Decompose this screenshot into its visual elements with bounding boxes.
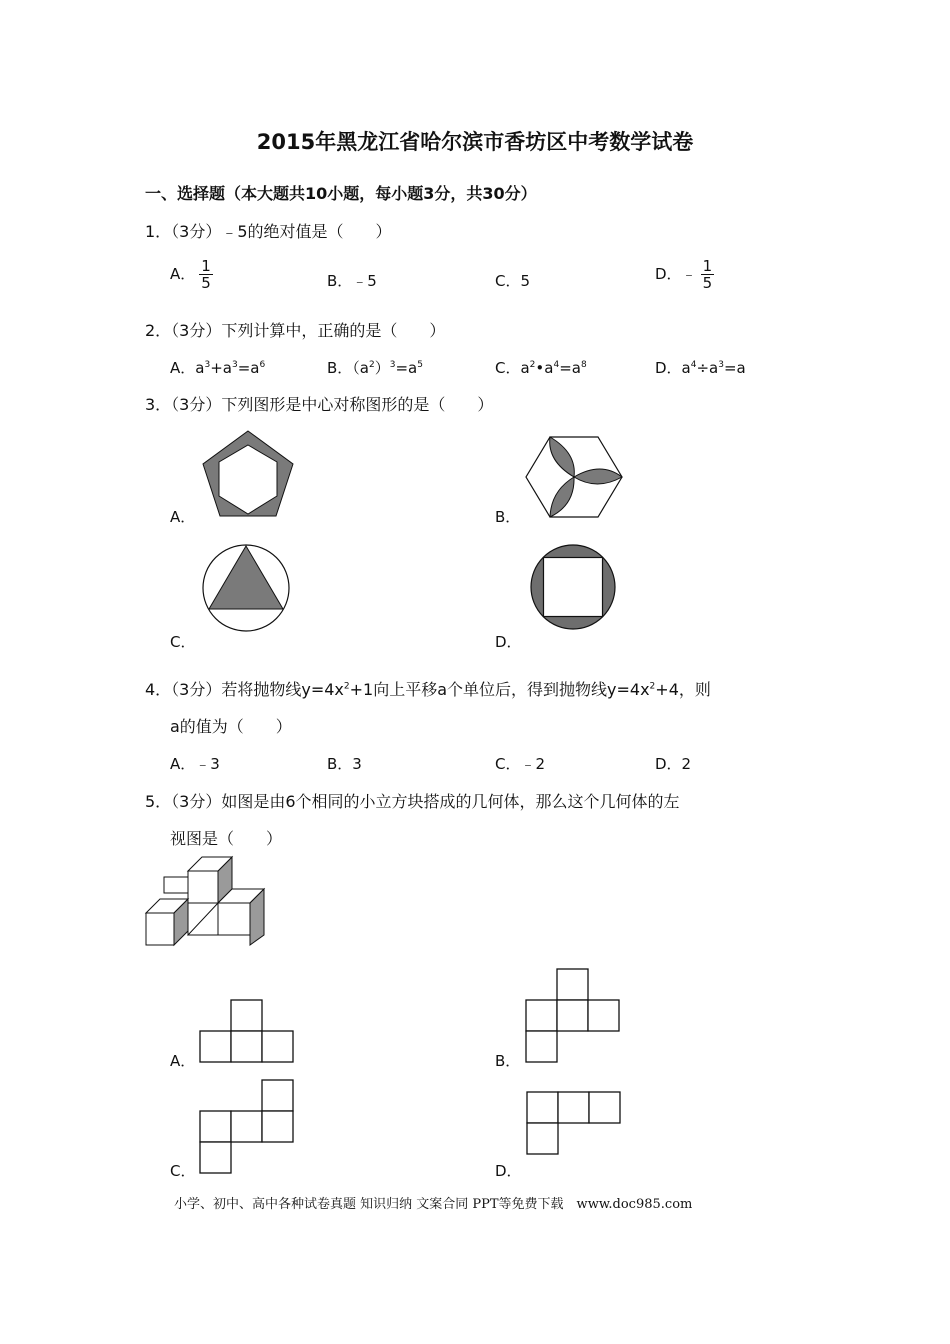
q1-option-b: B．﹣5 — [327, 272, 377, 290]
q1-d-denominator: 5 — [702, 274, 713, 292]
question-4-stem-line1 — [145, 677, 711, 700]
q2-b-mid: ） — [374, 359, 390, 377]
q2-b-exp3: 5 — [417, 360, 423, 370]
q4-stem-post: +4，则 — [655, 680, 711, 699]
q2-b-mid2: =a — [395, 359, 418, 377]
q5-figure-b-squares — [524, 968, 622, 1066]
q5-option-b-label: B． — [495, 1052, 521, 1070]
q2-c-exp1: 2 — [529, 360, 536, 370]
q5-figure-d-squares — [525, 1091, 623, 1157]
q5-option-c-label: C． — [170, 1162, 196, 1180]
q3-option-c-label: C． — [170, 633, 196, 651]
q1-option-c: C．5 — [495, 272, 531, 290]
q4-option-c: C．﹣2 — [495, 755, 546, 773]
q2-a-exp3: 6 — [259, 360, 266, 370]
q2-option-c — [495, 357, 587, 378]
q1-option-a — [170, 258, 213, 291]
q2-d-mid2: =a — [723, 359, 746, 377]
q1-option-d-label: D．﹣ — [655, 265, 697, 283]
q2-option-d — [655, 357, 746, 378]
q3-option-d-label: D． — [495, 633, 522, 651]
question-5-stem-line2: 视图是（ ） — [170, 829, 283, 848]
q1-option-a-label: A． — [170, 265, 196, 283]
q5-figure-c-squares — [198, 1079, 296, 1177]
q4-stem-exp1: 2 — [343, 681, 350, 692]
q4-option-a: A．﹣3 — [170, 755, 220, 773]
q3-figure-b-hexagon — [525, 435, 623, 519]
q1-option-d-fraction — [701, 258, 715, 291]
section-heading: 一、选择题（本大题共10小题，每小题3分，共30分） — [145, 184, 537, 203]
q2-b-pre: B．（a — [327, 359, 369, 377]
q2-c-exp2: 4 — [553, 360, 560, 370]
q2-d-pre: D．a — [655, 359, 691, 377]
q4-option-b: B．3 — [327, 755, 362, 773]
question-3-stem: 3．（3分）下列图形是中心对称图形的是（ ） — [145, 395, 494, 414]
q2-a-exp2: 3 — [231, 360, 238, 370]
question-1-stem: 1．（3分）﹣5的绝对值是（ ） — [145, 222, 392, 241]
question-4-stem-line2: a的值为（ ） — [170, 717, 292, 736]
q2-a-pre: A．a — [170, 359, 205, 377]
q2-d-exp2: 3 — [718, 360, 724, 370]
q3-figure-c-circle-triangle — [201, 543, 291, 633]
q2-a-exp1: 3 — [204, 360, 211, 370]
q4-stem-exp2: 2 — [649, 681, 656, 692]
q5-option-d-label: D． — [495, 1162, 522, 1180]
q2-b-exp1: 2 — [368, 360, 375, 370]
q2-c-pre: C．a — [495, 359, 530, 377]
question-5-stem-line1: 5．（3分）如图是由6个相同的小立方块搭成的几何体，那么这个几何体的左 — [145, 792, 680, 811]
page-title: 2015年黑龙江省哈尔滨市香坊区中考数学试卷 — [256, 130, 694, 154]
page-footer: 小学、初中、高中各种试卷真题 知识归纳 文案合同 PPT等免费下载 www.doc985.com — [174, 1197, 693, 1212]
q2-a-mid: +a — [210, 359, 232, 377]
q3-figure-a-pentagon — [200, 428, 296, 520]
q2-c-mid: •a — [535, 359, 554, 377]
q1-option-a-fraction — [199, 258, 213, 291]
q1-d-numerator: 1 — [702, 257, 713, 275]
q5-cube-solid-figure — [144, 857, 268, 949]
q4-option-d: D．2 — [655, 755, 692, 773]
q2-b-exp2: 3 — [389, 360, 396, 370]
q3-figure-d-circle-square — [529, 543, 617, 631]
q2-a-mid2: =a — [237, 359, 260, 377]
q2-c-exp3: 8 — [580, 360, 587, 370]
q1-a-numerator: 1 — [201, 257, 211, 275]
q3-option-b-label: B． — [495, 508, 521, 526]
q5-option-a-label: A． — [170, 1052, 196, 1070]
q2-d-mid: ÷a — [696, 359, 719, 377]
q2-c-mid2: =a — [559, 359, 581, 377]
question-2-stem: 2．（3分）下列计算中，正确的是（ ） — [145, 321, 446, 340]
q2-option-b — [327, 357, 423, 378]
q1-a-denominator: 5 — [201, 274, 211, 292]
q2-option-a — [170, 357, 265, 378]
q3-option-a-label: A． — [170, 508, 196, 526]
q5-figure-a-squares — [198, 999, 296, 1065]
q1-option-d — [655, 258, 714, 291]
q4-stem-mid: +1向上平移a个单位后，得到抛物线y=4x — [349, 680, 650, 699]
q2-d-exp1: 4 — [690, 360, 697, 370]
q4-stem-pre: 4．（3分）若将抛物线y=4x — [145, 680, 344, 699]
